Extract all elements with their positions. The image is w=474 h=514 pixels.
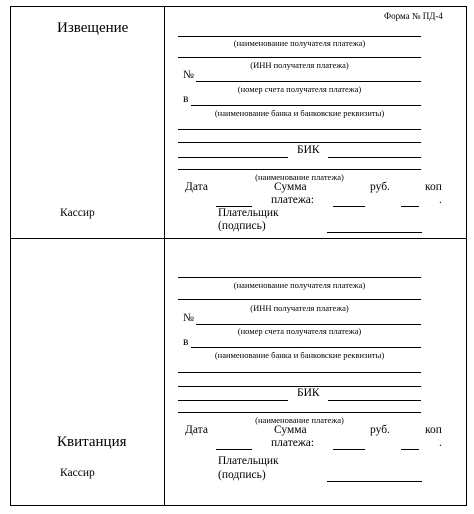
bik-value-line[interactable] bbox=[328, 157, 421, 158]
inn-caption: (ИНН получателя платежа) bbox=[250, 60, 349, 70]
receipt-signature-line[interactable] bbox=[327, 481, 422, 482]
receipt-rub-label: руб. bbox=[370, 424, 390, 436]
receipt-account-number-caption: (номер счета получателя платежа) bbox=[237, 326, 362, 336]
receipt-bik-left-line[interactable] bbox=[178, 400, 288, 401]
receipt-recipient-name-line[interactable] bbox=[178, 277, 421, 278]
receipt-rub-line[interactable] bbox=[333, 449, 365, 450]
payment-name-caption: (наименование платежа) bbox=[255, 172, 344, 182]
receipt-kop-line[interactable] bbox=[401, 449, 419, 450]
receipt-inn-caption: (ИНН получателя платежа) bbox=[250, 303, 349, 313]
receipt-signature-caption: (подпись) bbox=[218, 469, 266, 481]
receipt-inn-line[interactable] bbox=[178, 299, 421, 300]
receipt-account-number-line[interactable] bbox=[196, 324, 421, 325]
kop-line[interactable] bbox=[401, 206, 419, 207]
sum-label: Сумма bbox=[274, 181, 307, 193]
bank-in-label: в bbox=[183, 93, 189, 105]
bik-label: БИК bbox=[297, 144, 320, 156]
receipt-bank-caption: (наименование банка и банковские реквизиты) bbox=[214, 350, 385, 360]
sum-label-continued: платежа: bbox=[271, 194, 315, 206]
receipt-kop-label: коп bbox=[425, 424, 442, 436]
date-label: Дата bbox=[185, 181, 208, 193]
receipt-sum-label: Сумма bbox=[274, 424, 307, 436]
receipt-sum-label-continued: платежа: bbox=[271, 437, 315, 449]
bank-caption: (наименование банка и банковские реквизиты) bbox=[214, 108, 385, 118]
receipt-account-number-sign: № bbox=[183, 312, 194, 324]
receipt-payer-label: Плательщик bbox=[218, 455, 279, 467]
receipt-bank-details-line-1[interactable] bbox=[178, 372, 421, 373]
receipt-bik-value-line[interactable] bbox=[328, 400, 421, 401]
recipient-name-caption: (наименование получателя платежа) bbox=[233, 38, 366, 48]
bank-details-line-2[interactable] bbox=[178, 142, 421, 143]
receipt-bank-name-line[interactable] bbox=[191, 347, 421, 348]
recipient-name-line[interactable] bbox=[178, 36, 421, 37]
account-number-line[interactable] bbox=[196, 81, 421, 82]
signature-line[interactable] bbox=[327, 232, 422, 233]
receipt-sum-dot: . bbox=[439, 437, 442, 449]
receipt-payment-name-line[interactable] bbox=[178, 412, 421, 413]
account-number-sign: № bbox=[183, 69, 194, 81]
signature-caption: (подпись) bbox=[218, 220, 266, 232]
rub-label: руб. bbox=[370, 181, 390, 193]
account-number-caption: (номер счета получателя платежа) bbox=[237, 84, 362, 94]
kop-label: коп bbox=[425, 181, 442, 193]
rub-line[interactable] bbox=[333, 206, 365, 207]
receipt-title: Квитанция bbox=[57, 434, 127, 450]
form-number: Форма № ПД-4 bbox=[384, 11, 443, 21]
bik-left-line[interactable] bbox=[178, 157, 288, 158]
receipt-bik-label: БИК bbox=[297, 387, 320, 399]
notice-cashier-label: Кассир bbox=[60, 207, 95, 219]
notice-title: Извещение bbox=[57, 20, 129, 36]
column-divider bbox=[164, 6, 165, 506]
receipt-date-line[interactable] bbox=[216, 449, 252, 450]
payer-label: Плательщик bbox=[218, 207, 279, 219]
inn-line[interactable] bbox=[178, 57, 421, 58]
sum-dot: . bbox=[439, 194, 442, 206]
receipt-bank-in-label: в bbox=[183, 336, 189, 348]
receipt-payment-name-caption: (наименование платежа) bbox=[255, 415, 344, 425]
receipt-cashier-label: Кассир bbox=[60, 467, 95, 479]
bank-details-line-1[interactable] bbox=[178, 129, 421, 130]
bank-name-line[interactable] bbox=[191, 105, 421, 106]
payment-name-line[interactable] bbox=[178, 169, 421, 170]
receipt-date-label: Дата bbox=[185, 424, 208, 436]
section-divider bbox=[10, 238, 467, 239]
receipt-recipient-name-caption: (наименование получателя платежа) bbox=[233, 280, 366, 290]
